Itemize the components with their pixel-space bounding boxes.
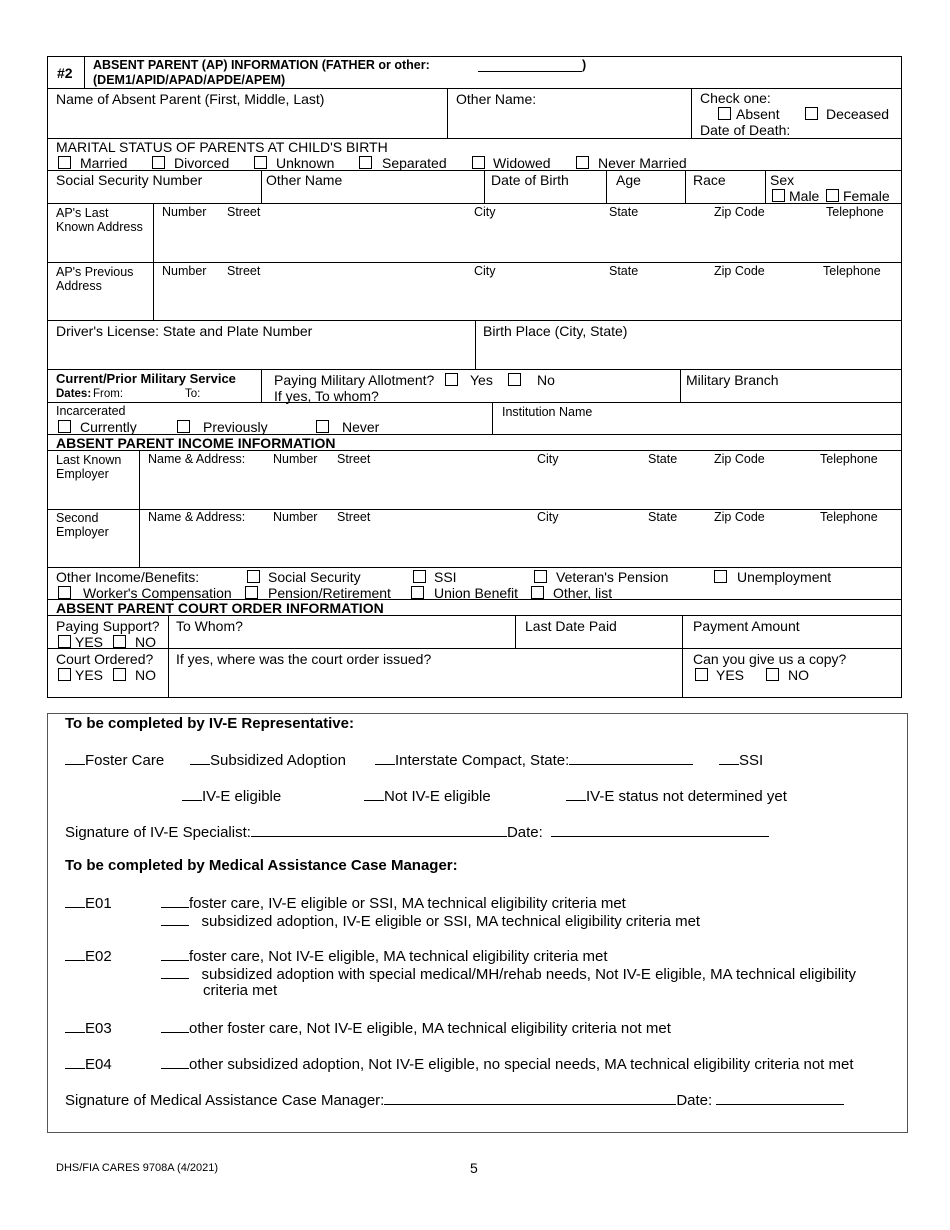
incarcerated-label: Incarcerated [56,404,126,418]
court-ordered-yes-checkbox[interactable] [58,668,71,681]
unemployment-checkbox[interactable] [714,570,727,583]
divorced-label: Divorced [174,155,230,171]
subsidized-adoption-blank[interactable] [190,750,210,765]
section-codes: (DEM1/APID/APAD/APDE/APEM) [93,73,286,87]
birth-place-label: Birth Place (City, State) [483,323,628,339]
veterans-pension-checkbox[interactable] [534,570,547,583]
never-married-checkbox[interactable] [576,156,589,169]
ive-date-field[interactable] [551,822,769,837]
address-street-label: Street [227,205,261,219]
e04-blank[interactable] [65,1054,85,1069]
deceased-checkbox[interactable] [805,107,818,120]
subsidized-adoption-label: Subsidized Adoption [210,752,346,769]
other-list-label: Other, list [553,585,613,601]
interstate-compact-label: Interstate Compact, State: [395,752,570,769]
not-determined-label: IV-E status not determined yet [586,788,787,805]
court-ordered-no-checkbox[interactable] [113,668,126,681]
address-state-label: State [609,205,639,219]
social-security-checkbox[interactable] [247,570,260,583]
emp2-street-label: Street [337,510,371,524]
where-issued-label: If yes, where was the court order issued? [176,651,432,667]
copy-yes-label: YES [716,667,745,683]
previous-address-label-2: Address [56,279,102,293]
support-yes-checkbox[interactable] [58,635,71,648]
payment-amount-label: Payment Amount [693,618,800,634]
copy-yes-checkbox[interactable] [695,668,708,681]
form-id: DHS/FIA CARES 9708A (4/2021) [56,1162,219,1174]
allotment-to-whom-label: If yes, To whom? [274,388,379,404]
ive-signature-label: Signature of IV-E Specialist: [65,824,251,841]
pension-label: Pension/Retirement [268,585,391,601]
emp2-city-label: City [537,510,559,524]
widowed-label: Widowed [493,155,551,171]
prev-street-label: Street [227,264,261,278]
previous-address-label-1: AP's Previous [56,265,134,279]
e02-a-text: foster care, Not IV-E eligible, MA technical eligibility criteria met [189,948,608,965]
e01-b-text: subsidized adoption, IV-E eligible or SSI, MA technical eligibility criteria met [201,913,701,930]
emp-telephone-label: Telephone [820,452,878,466]
absent-label: Absent [736,106,780,122]
last-employer-label-2: Employer [56,467,109,481]
drivers-license-label: Driver's License: State and Plate Number [56,323,313,339]
ssi-blank[interactable] [719,750,739,765]
absent-parent-name-field[interactable] [48,108,446,137]
absent-checkbox[interactable] [718,107,731,120]
sex-label: Sex [770,172,795,188]
paying-support-label: Paying Support? [56,618,160,634]
court-ordered-yes-label: YES [75,667,104,683]
check-one-label: Check one: [700,90,771,106]
union-benefit-checkbox[interactable] [411,586,424,599]
ma-date-field[interactable] [716,1090,844,1105]
e02-b-text: subsidized adoption with special medical/MH/rehab needs, Not IV-E eligible, MA technical eligibility [201,966,857,983]
allotment-yes-checkbox[interactable] [445,373,458,386]
e03-a-text: other foster care, Not IV-E eligible, MA technical eligibility criteria not met [189,1020,671,1037]
e02-a-blank[interactable] [161,946,189,961]
union-benefit-label: Union Benefit [434,585,519,601]
not-ive-eligible-label: Not IV-E eligible [384,788,491,805]
currently-checkbox[interactable] [58,420,71,433]
emp2-number-label: Number [273,510,318,524]
emp2-state-label: State [648,510,678,524]
unemployment-label: Unemployment [737,569,832,585]
never-checkbox[interactable] [316,420,329,433]
military-heading: Current/Prior Military Service [56,371,236,386]
e03-code: E03 [85,1020,112,1037]
prev-telephone-label: Telephone [823,264,881,278]
emp-name-address-label: Name & Address: [148,452,246,466]
institution-name-label: Institution Name [502,405,593,419]
divorced-checkbox[interactable] [152,156,165,169]
workers-comp-label: Worker's Compensation [83,585,232,601]
prev-state-label: State [609,264,639,278]
e04-code: E04 [85,1056,112,1073]
support-yes-label: YES [75,634,104,650]
e04-a-text: other subsidized adoption, Not IV-E eligible, no special needs, MA technical eligibility criteria not met [189,1056,854,1073]
emp-state-label: State [648,452,678,466]
military-from-label: From: [93,388,124,400]
ive-eligible-blank[interactable] [182,786,202,801]
e03-a-blank[interactable] [161,1018,189,1033]
widowed-checkbox[interactable] [472,156,485,169]
prev-city-label: City [474,264,496,278]
male-checkbox[interactable] [772,189,785,202]
second-employer-label-2: Employer [56,525,109,539]
ive-heading: To be completed by IV-E Representative: [65,715,354,732]
married-checkbox[interactable] [58,156,71,169]
date-of-death-label: Date of Death: [700,122,791,138]
previously-checkbox[interactable] [177,420,190,433]
emp-street-label: Street [337,452,371,466]
absent-parent-name-label: Name of Absent Parent (First, Middle, Last) [56,91,325,107]
other-name-label: Other Name: [456,91,537,107]
allotment-no-checkbox[interactable] [508,373,521,386]
male-label: Male [789,188,820,204]
emp-city-label: City [537,452,559,466]
e01-b-blank[interactable] [161,911,189,926]
court-ordered-no-label: NO [135,667,156,683]
e03-blank[interactable] [65,1018,85,1033]
other-list-checkbox[interactable] [531,586,544,599]
allotment-yes-label: Yes [470,372,493,388]
last-employer-label-1: Last Known [56,453,122,467]
address-number-label: Number [162,205,207,219]
court-heading: ABSENT PARENT COURT ORDER INFORMATION [56,600,384,616]
interstate-state-field[interactable] [569,750,693,765]
foster-care-blank[interactable] [65,750,85,765]
unknown-checkbox[interactable] [254,156,267,169]
female-label: Female [843,188,890,204]
prev-number-label: Number [162,264,207,278]
support-no-checkbox[interactable] [113,635,126,648]
married-label: Married [80,155,128,171]
female-checkbox[interactable] [826,189,839,202]
emp2-zip-label: Zip Code [714,510,765,524]
last-date-paid-label: Last Date Paid [525,618,617,634]
e02-blank[interactable] [65,946,85,961]
never-married-label: Never Married [598,155,687,171]
address-telephone-label: Telephone [826,205,884,219]
allotment-label: Paying Military Allotment? [274,372,435,388]
e04-a-blank[interactable] [161,1054,189,1069]
copy-no-checkbox[interactable] [766,668,779,681]
e02-c-text: criteria met [203,982,278,999]
never-label: Never [342,419,380,435]
e01-blank[interactable] [65,893,85,908]
last-known-address-label-2: Known Address [56,220,143,234]
other-name-2-label: Other Name [266,172,343,188]
court-ordered-label: Court Ordered? [56,651,154,667]
foster-care-label: Foster Care [85,752,165,769]
ma-signature-field[interactable] [384,1090,676,1105]
dob-label: Date of Birth [491,172,569,188]
income-heading: ABSENT PARENT INCOME INFORMATION [56,435,336,451]
ssi-label: SSI [434,569,457,585]
ive-signature-field[interactable] [251,822,507,837]
interstate-compact-blank[interactable] [375,750,395,765]
not-ive-eligible-blank[interactable] [364,786,384,801]
military-to-label: To: [185,388,201,400]
ssi-checkbox[interactable] [413,570,426,583]
race-label: Race [693,172,726,188]
separated-label: Separated [382,155,447,171]
ive-date-label: Date: [506,824,543,841]
support-no-label: NO [135,634,156,650]
unknown-label: Unknown [276,155,335,171]
not-determined-blank[interactable] [566,786,586,801]
allotment-no-label: No [537,372,555,388]
prev-zip-label: Zip Code [714,264,765,278]
address-zip-label: Zip Code [714,205,765,219]
copy-no-label: NO [788,667,809,683]
emp2-telephone-label: Telephone [820,510,878,524]
social-security-label: Social Security [268,569,361,585]
section-title: ABSENT PARENT (AP) INFORMATION (FATHER or other: [93,58,430,72]
ma-date-label: Date: [676,1092,713,1109]
emp2-name-address-label: Name & Address: [148,510,246,524]
emp-number-label: Number [273,452,318,466]
ma-heading: To be completed by Medical Assistance Case Manager: [65,857,458,874]
section-number: #2 [57,65,73,81]
e01-a-blank[interactable] [161,893,189,908]
ive-eligible-label: IV-E eligible [202,788,282,805]
to-whom-label: To Whom? [176,618,243,634]
address-city-label: City [474,205,496,219]
marital-status-heading: MARITAL STATUS OF PARENTS AT CHILD'S BIRTH [56,139,388,155]
previously-label: Previously [203,419,268,435]
page-number: 5 [470,1160,478,1176]
e01-a-text: foster care, IV-E eligible or SSI, MA technical eligibility criteria met [189,895,626,912]
military-branch-label: Military Branch [686,372,779,388]
emp-zip-label: Zip Code [714,452,765,466]
separated-checkbox[interactable] [359,156,372,169]
pension-checkbox[interactable] [245,586,258,599]
ssn-label: Social Security Number [56,172,203,188]
e02-b-blank[interactable] [161,964,189,979]
section-title-close: ) [582,58,587,72]
second-employer-label-1: Second [56,511,99,525]
other-name-field[interactable] [448,108,690,137]
copy-label: Can you give us a copy? [693,651,847,667]
last-known-address-label-1: AP's Last [56,206,109,220]
ma-signature-label: Signature of Medical Assistance Case Manager: [65,1092,385,1109]
e02-code: E02 [85,948,112,965]
other-income-label: Other Income/Benefits: [56,569,200,585]
military-dates-label: Dates: [56,388,92,400]
veterans-pension-label: Veteran's Pension [556,569,669,585]
ive-ssi-label: SSI [739,752,764,769]
age-label: Age [616,172,641,188]
currently-label: Currently [80,419,137,435]
deceased-label: Deceased [826,106,890,122]
e01-code: E01 [85,895,112,912]
workers-comp-checkbox[interactable] [58,586,71,599]
father-or-other-blank[interactable] [478,71,582,72]
